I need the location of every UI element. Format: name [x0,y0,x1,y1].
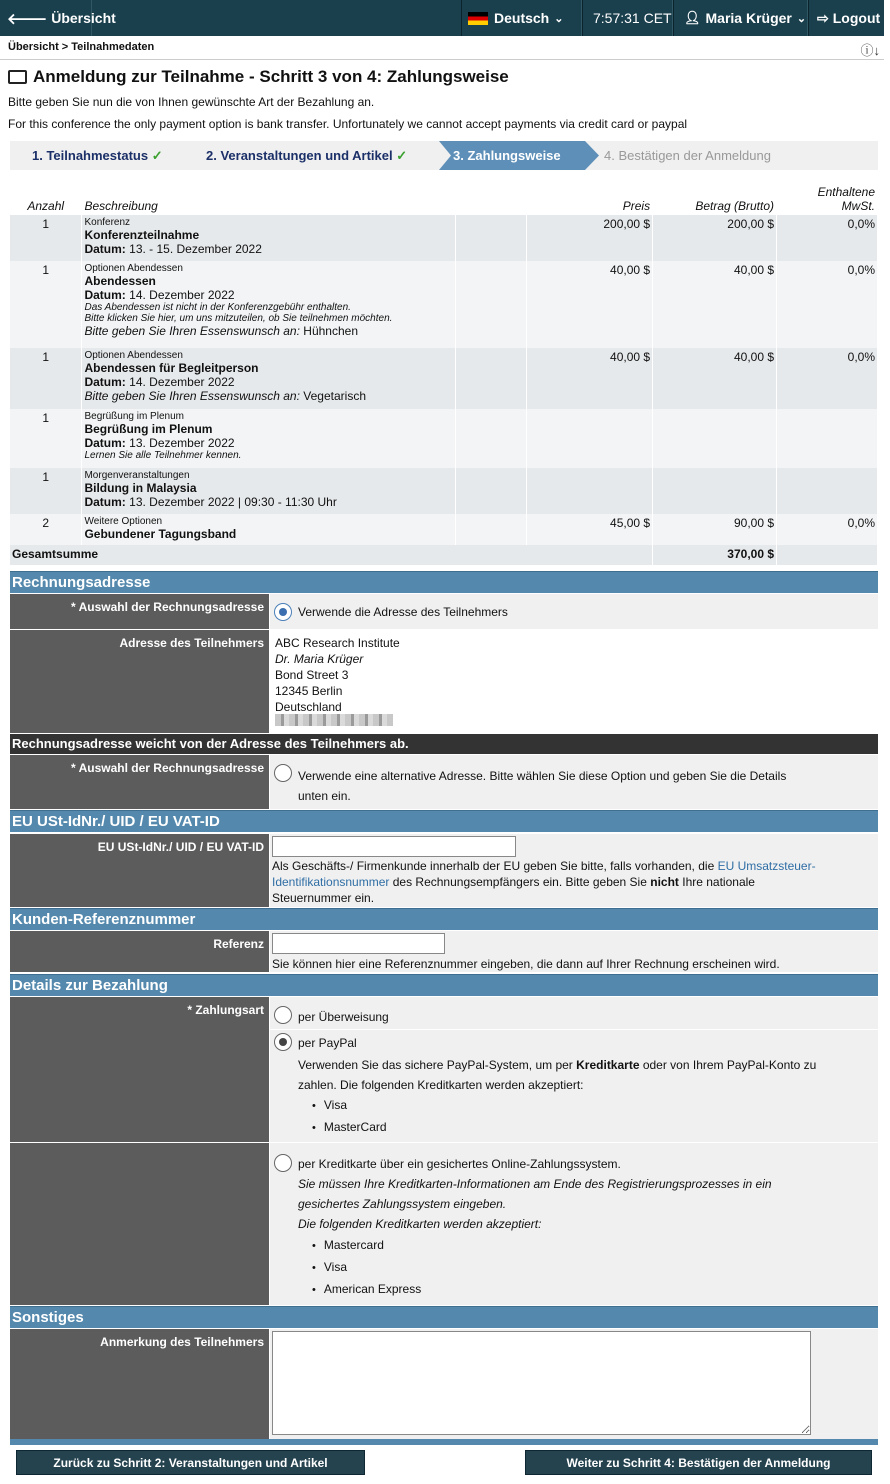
row-vat [777,409,878,468]
table-header [10,180,878,215]
date-value: 13. - 15. Dezember 2022 [129,242,262,256]
row-price: 40,00 $ [527,348,653,409]
row-category: Begrüßung im Plenum [84,411,184,422]
table-row [10,215,878,261]
divider [270,1029,878,1030]
col-vat-line2: MwSt. [841,199,875,213]
alt-address-header: Rechnungsadresse weicht von der Adresse des Teilnehmers ab. [10,734,878,754]
participant-note-textarea[interactable] [272,1331,811,1435]
payment-notice: For this conference the only payment option is bank transfer. Unfortunately we cannot accept payments via credit card or paypal [8,117,688,131]
row-desc [82,468,456,514]
row-name: Begrüßung im Plenum [84,422,213,436]
chevron-down-icon: ⌄ [796,12,807,25]
cc-note-1: Sie müssen Ihre Kreditkarten-Informationen am Ende des Registrierungsprozesses in ein [298,1177,772,1191]
row-wish [84,389,453,403]
row-vat: 0,0% [777,348,878,409]
clock [582,0,673,36]
overview-button[interactable] [0,0,116,36]
clock-time: 7:57:31 [593,10,640,26]
participant-note-label: Anmerkung des Teilnehmers [10,1329,269,1439]
paypal-desc [298,1055,876,1095]
row-price: 40,00 $ [527,261,653,348]
address-street: Bond Street 3 [275,668,349,682]
row-note-link[interactable]: Bitte klicken Sie hier, um uns mitzuteilen, ob Sie teilnehmen möchten. [84,313,393,324]
radio-participant-label: Verwende die Adresse des Teilnehmers [298,605,508,619]
breadcrumb-bar [0,36,884,60]
date-label: Datum: [84,288,126,302]
section-billing-address: Rechnungsadresse [10,571,878,593]
section-misc: Sonstiges [10,1306,878,1328]
total-value: 370,00 $ [653,545,777,565]
paypal-desc-b: oder von Ihrem PayPal-Konto zu [639,1058,817,1072]
language-label: Deutsch [494,10,550,26]
vat-help [272,858,872,906]
col-gross: Betrag (Brutto) [653,180,777,215]
order-table [10,180,878,565]
redacted-email [275,714,393,726]
step-2[interactable] [206,141,407,170]
cc-note-2: gesichertes Zahlungssystem eingeben. [298,1197,507,1211]
check-icon: ✓ [151,148,163,163]
table-row [10,409,878,468]
row-price [527,409,653,468]
page-title-row [8,67,509,87]
row-price: 45,00 $ [527,514,653,545]
row-empty [456,348,527,409]
vat-input[interactable] [272,836,516,857]
row-desc [82,215,456,261]
total-row [10,545,878,565]
radio-participant-address[interactable] [274,603,292,621]
cc-notes [298,1174,772,1234]
row-wish [84,324,453,338]
address-city: 12345 Berlin [275,684,343,698]
step-progress [10,141,878,170]
table-row [10,348,878,409]
billing-select-label: * Auswahl der Rechnungsadresse [10,594,269,629]
col-qty: Anzahl [10,180,82,215]
col-vat-line1: Enthaltene [817,185,875,199]
vat-help-a: Als Geschäfts-/ Firmenkunde innerhalb der EU geben Sie bitte, falls vorhanden, die [272,859,718,873]
row-category: Optionen Abendessen [84,263,183,274]
total-vat [777,545,878,565]
vat-help-bold: nicht [650,875,679,889]
radio-paypal[interactable] [274,1033,292,1051]
step-1[interactable] [32,141,163,170]
date-value: 13. Dezember 2022 [129,436,235,450]
row-date [84,436,453,450]
paypal-desc-a: Verwenden Sie das sichere PayPal-System, um per [298,1058,577,1072]
radio-transfer-label: per Überweisung [298,1010,389,1024]
row-qty: 1 [10,348,82,409]
user-name: Maria Krüger [705,10,792,26]
row-name: Bildung in Malaysia [84,481,197,495]
vat-label: EU USt-IdNr./ UID / EU VAT-ID [10,834,269,907]
row-gross: 90,00 $ [653,514,777,545]
row-date [84,495,453,509]
table-row [10,514,878,545]
date-label: Datum: [84,242,126,256]
row-desc [82,409,456,468]
vat-help-b: des Rechnungsempfängers ein. Bitte geben Sie [389,875,651,889]
row-vat: 0,0% [777,261,878,348]
reference-label: Referenz [10,931,269,972]
logout-label: Logout [832,10,881,26]
row-name: Gebundener Tagungsband [84,527,237,541]
reference-help: Sie können hier eine Referenznummer eingeben, die dann auf Ihrer Rechnung erscheinen wird. [272,957,780,971]
step-4-label: 4. Bestätigen der Anmeldung [604,148,771,163]
date-label: Datum: [84,495,126,509]
wish-value: Vegetarisch [303,389,366,403]
address-org: ABC Research Institute [275,636,400,650]
page-title: Anmeldung zur Teilnahme - Schritt 3 von 4: Zahlungsweise [33,67,509,86]
row-desc [82,261,456,348]
logout-button[interactable] [808,0,884,36]
overview-label: Übersicht [51,10,116,26]
footer-divider [10,1439,878,1445]
total-label: Gesamtsumme [10,545,653,565]
row-name: Konferenzteilnahme [84,228,200,242]
radio-credit-card[interactable] [274,1154,292,1172]
alt-line2: unten ein. [298,789,351,803]
row-qty: 1 [10,409,82,468]
row-desc [82,514,456,545]
date-value: 13. Dezember 2022 | 09:30 - 11:30 Uhr [129,495,337,509]
row-gross: 40,00 $ [653,348,777,409]
row-qty: 2 [10,514,82,545]
col-vat [777,180,878,215]
next-to-step-4-button[interactable]: Weiter zu Schritt 4: Bestätigen der Anmeldung [525,1450,872,1475]
row-empty [456,261,527,348]
row-qty: 1 [10,468,82,514]
row-empty [456,409,527,468]
row-qty: 1 [10,261,82,348]
row-category: Konferenz [84,217,131,228]
back-to-step-2-button[interactable]: Zurück zu Schritt 2: Veranstaltungen und Artikel [16,1450,365,1475]
section-payment: Details zur Bezahlung [10,974,878,996]
vat-value [270,834,878,907]
vat-help-d: Steuernummer ein. [272,891,375,905]
top-bar [0,0,884,36]
list-item: • Visa [312,1094,387,1116]
alt-select-value [270,755,878,809]
row-qty: 1 [10,215,82,261]
help-icon[interactable]: ⓘ↓ [860,43,880,58]
address-name: Dr. Maria Krüger [275,652,364,666]
step-3-label: 3. Zahlungsweise [453,148,561,163]
row-date [84,242,453,256]
row-vat: 0,0% [777,514,878,545]
list-item: • Mastercard [312,1234,421,1256]
check-icon: ✓ [396,148,408,163]
step-1-label: 1. Teilnahmestatus [32,148,149,163]
radio-credit-card-label: per Kreditkarte über ein gesichertes Online-Zahlungssystem. [298,1157,621,1171]
user-menu[interactable] [673,0,808,36]
cc-card-list [312,1234,421,1300]
radio-alt-label [298,766,786,806]
row-vat [777,468,878,514]
col-price: Preis [527,180,653,215]
billing-select-value [270,594,878,629]
list-item: • Visa [312,1256,421,1278]
row-empty [456,215,527,261]
row-name: Abendessen [84,274,156,288]
list-item: • American Express [312,1278,421,1300]
id-card-icon [8,70,27,84]
row-price [527,468,653,514]
wish-label: Bitte geben Sie Ihren Essenswunsch an: [84,389,300,403]
paypal-desc-c: zahlen. Die folgenden Kreditkarten werden akzeptiert: [298,1078,584,1092]
row-name: Abendessen für Begleitperson [84,361,259,375]
row-empty [456,514,527,545]
row-category: Weitere Optionen [84,516,163,527]
language-dropdown[interactable] [461,0,582,36]
row-category: Optionen Abendessen [84,350,183,361]
row-note: Das Abendessen ist nicht in der Konferenzgebühr enthalten. [84,302,351,313]
col-desc: Beschreibung [82,180,456,215]
breadcrumb[interactable]: Übersicht > Teilnahmedaten [8,41,155,53]
radio-alt-address[interactable] [274,764,292,782]
row-vat: 0,0% [777,215,878,261]
logout-icon: ⇨ [817,9,829,26]
row-category: Morgenveranstaltungen [84,470,190,481]
row-empty [456,468,527,514]
chevron-down-icon: ⌄ [554,12,564,25]
reference-value [270,931,878,972]
intro-text: Bitte geben Sie nun die von Ihnen gewünschte Art der Bezahlung an. [8,95,375,109]
row-desc [82,348,456,409]
reference-input[interactable] [272,933,445,954]
cc-note-3: Die folgenden Kreditkarten werden akzeptiert: [298,1217,542,1231]
table-row [10,261,878,348]
paypal-desc-bold: Kreditkarte [576,1058,640,1072]
step-4 [604,141,771,170]
date-label: Datum: [84,375,126,389]
vat-link-2[interactable]: Identifikationsnummer [272,875,390,889]
wish-label: Bitte geben Sie Ihren Essenswunsch an: [84,324,300,338]
row-gross: 200,00 $ [653,215,777,261]
participant-note-value [270,1329,878,1439]
list-item: • MasterCard [312,1116,387,1138]
section-reference: Kunden-Referenznummer [10,908,878,930]
vat-link[interactable]: EU Umsatzsteuer- [717,859,816,873]
wish-value: Hühnchen [303,324,358,338]
table-row [10,468,878,514]
section-vat: EU USt-IdNr./ UID / EU VAT-ID [10,810,878,832]
row-gross: 40,00 $ [653,261,777,348]
address-country: Deutschland [275,700,342,714]
arrow-left-icon: 🡐 [7,10,48,28]
participant-address-label: Adresse des Teilnehmers [10,630,269,733]
radio-paypal-label: per PayPal [298,1036,357,1050]
row-gross [653,468,777,514]
date-value: 14. Dezember 2022 [129,288,235,302]
step-2-label: 2. Veranstaltungen und Artikel [206,148,393,163]
col-empty [456,180,527,215]
row-gross [653,409,777,468]
row-date [84,375,453,389]
paypal-card-list [312,1094,387,1138]
vat-help-c: Ihre nationale [678,875,755,889]
payment-type-label-2 [10,1143,269,1305]
clock-timezone: CET [643,10,672,26]
row-date [84,288,453,302]
german-flag-icon [468,12,488,25]
row-price: 200,00 $ [527,215,653,261]
row-note: Lernen Sie alle Teilnehmer kennen. [84,450,242,461]
alt-line1: Verwende eine alternative Adresse. Bitte wählen Sie diese Option und geben Sie die Details [298,769,787,783]
radio-transfer[interactable] [274,1006,292,1024]
date-label: Datum: [84,436,126,450]
alt-select-label: * Auswahl der Rechnungsadresse [10,755,269,809]
payment-type-label: * Zahlungsart [10,997,269,1142]
date-value: 14. Dezember 2022 [129,375,235,389]
step-3 [453,141,561,170]
user-icon: 👤︎ [684,10,701,25]
